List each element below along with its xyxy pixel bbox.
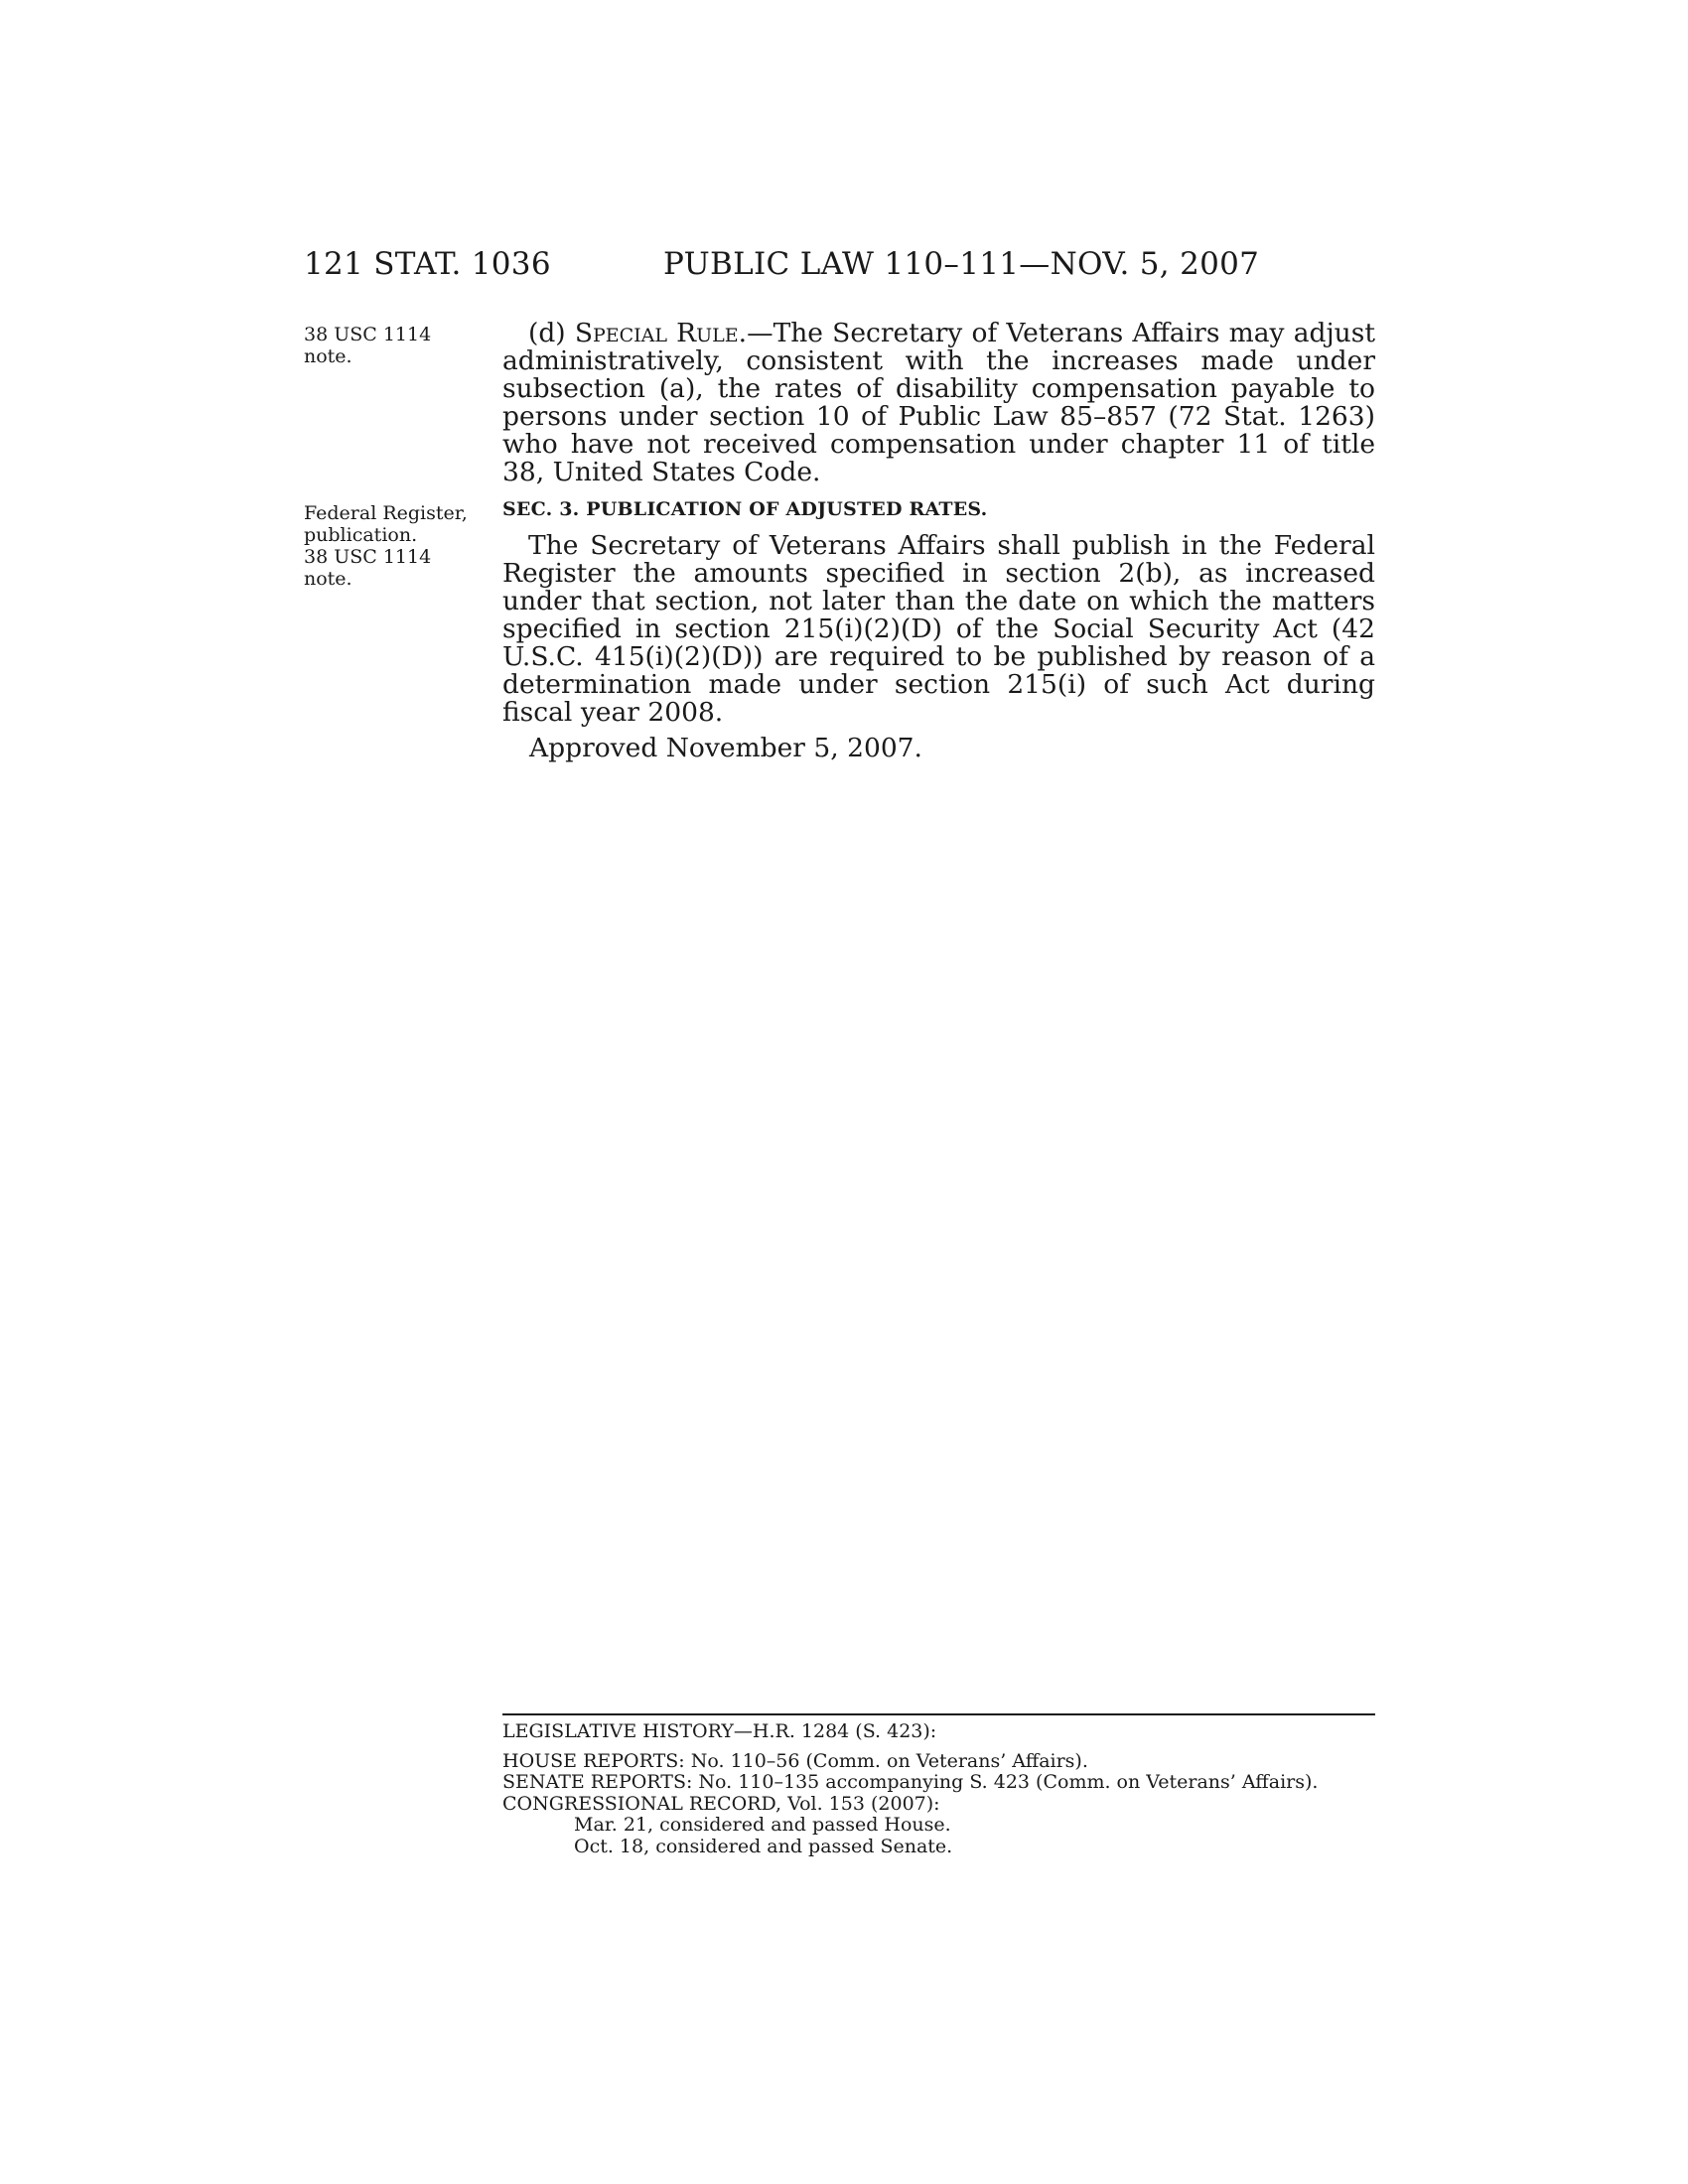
house-reports: HOUSE REPORTS: No. 110–56 (Comm. on Veterans’ Affairs). [502,1749,1088,1772]
legislative-history [502,1713,1375,1857]
stat-page-number: 121 STAT. 1036 [304,246,551,282]
record-action: Mar. 21, considered and passed House. [574,1814,951,1836]
section-heading: SEC. 3. PUBLICATION OF ADJUSTED RATES. [502,498,988,520]
special-rule-paragraph [502,320,1375,486]
margin-note-line: 38 USC 1114 [304,324,432,345]
section-paragraph [502,532,1375,727]
margin-note-line: note. [304,345,352,367]
margin-note-line: 38 USC 1114 [304,546,432,568]
history-title: LEGISLATIVE HISTORY—H.R. 1284 (S. 423): [502,1720,937,1742]
congressional-record: CONGRESSIONAL RECORD, Vol. 153 (2007): [502,1792,940,1815]
subsection-text: .—The Secretary of Veterans Affairs may adjust administratively, consistent with the increases made under subsection (a), the rates of disability compensation payable to persons under section 10 of Public Law 85–857 (72 Stat. 1263) who have not received compensation under chapter 11 of title 38, United States Code. [502,318,1375,487]
margin-note-federal-register [304,502,468,590]
margin-note-usc [304,324,431,367]
record-action: Oct. 18, considered and passed Senate. [574,1835,953,1857]
divider [502,1713,1375,1715]
margin-note-line: Federal Register, [304,502,468,524]
section-text: The Secretary of Veterans Affairs shall publish in the Federal Register the amounts specified in section 2(b), as increased under that section, not later than the date on which the matters specified in section 215(i)(2)(D) of the Social Security Act (42 U.S.C. 415(i)(2)(D)) are required to be published by reason of a determination made under section 215(i) of such Act during fiscal year 2008. [502,530,1375,728]
subsection-label: (d) [528,318,575,348]
senate-reports: SENATE REPORTS: No. 110–135 accompanying S. 423 (Comm. on Veterans’ Affairs). [502,1771,1319,1793]
law-title-header: PUBLIC LAW 110–111—NOV. 5, 2007 [663,246,1260,282]
margin-note-line: note. [304,568,352,590]
margin-note-line: publication. [304,524,418,546]
subsection-caption: Special Rule [574,318,739,348]
approved-date: Approved November 5, 2007. [529,733,922,763]
